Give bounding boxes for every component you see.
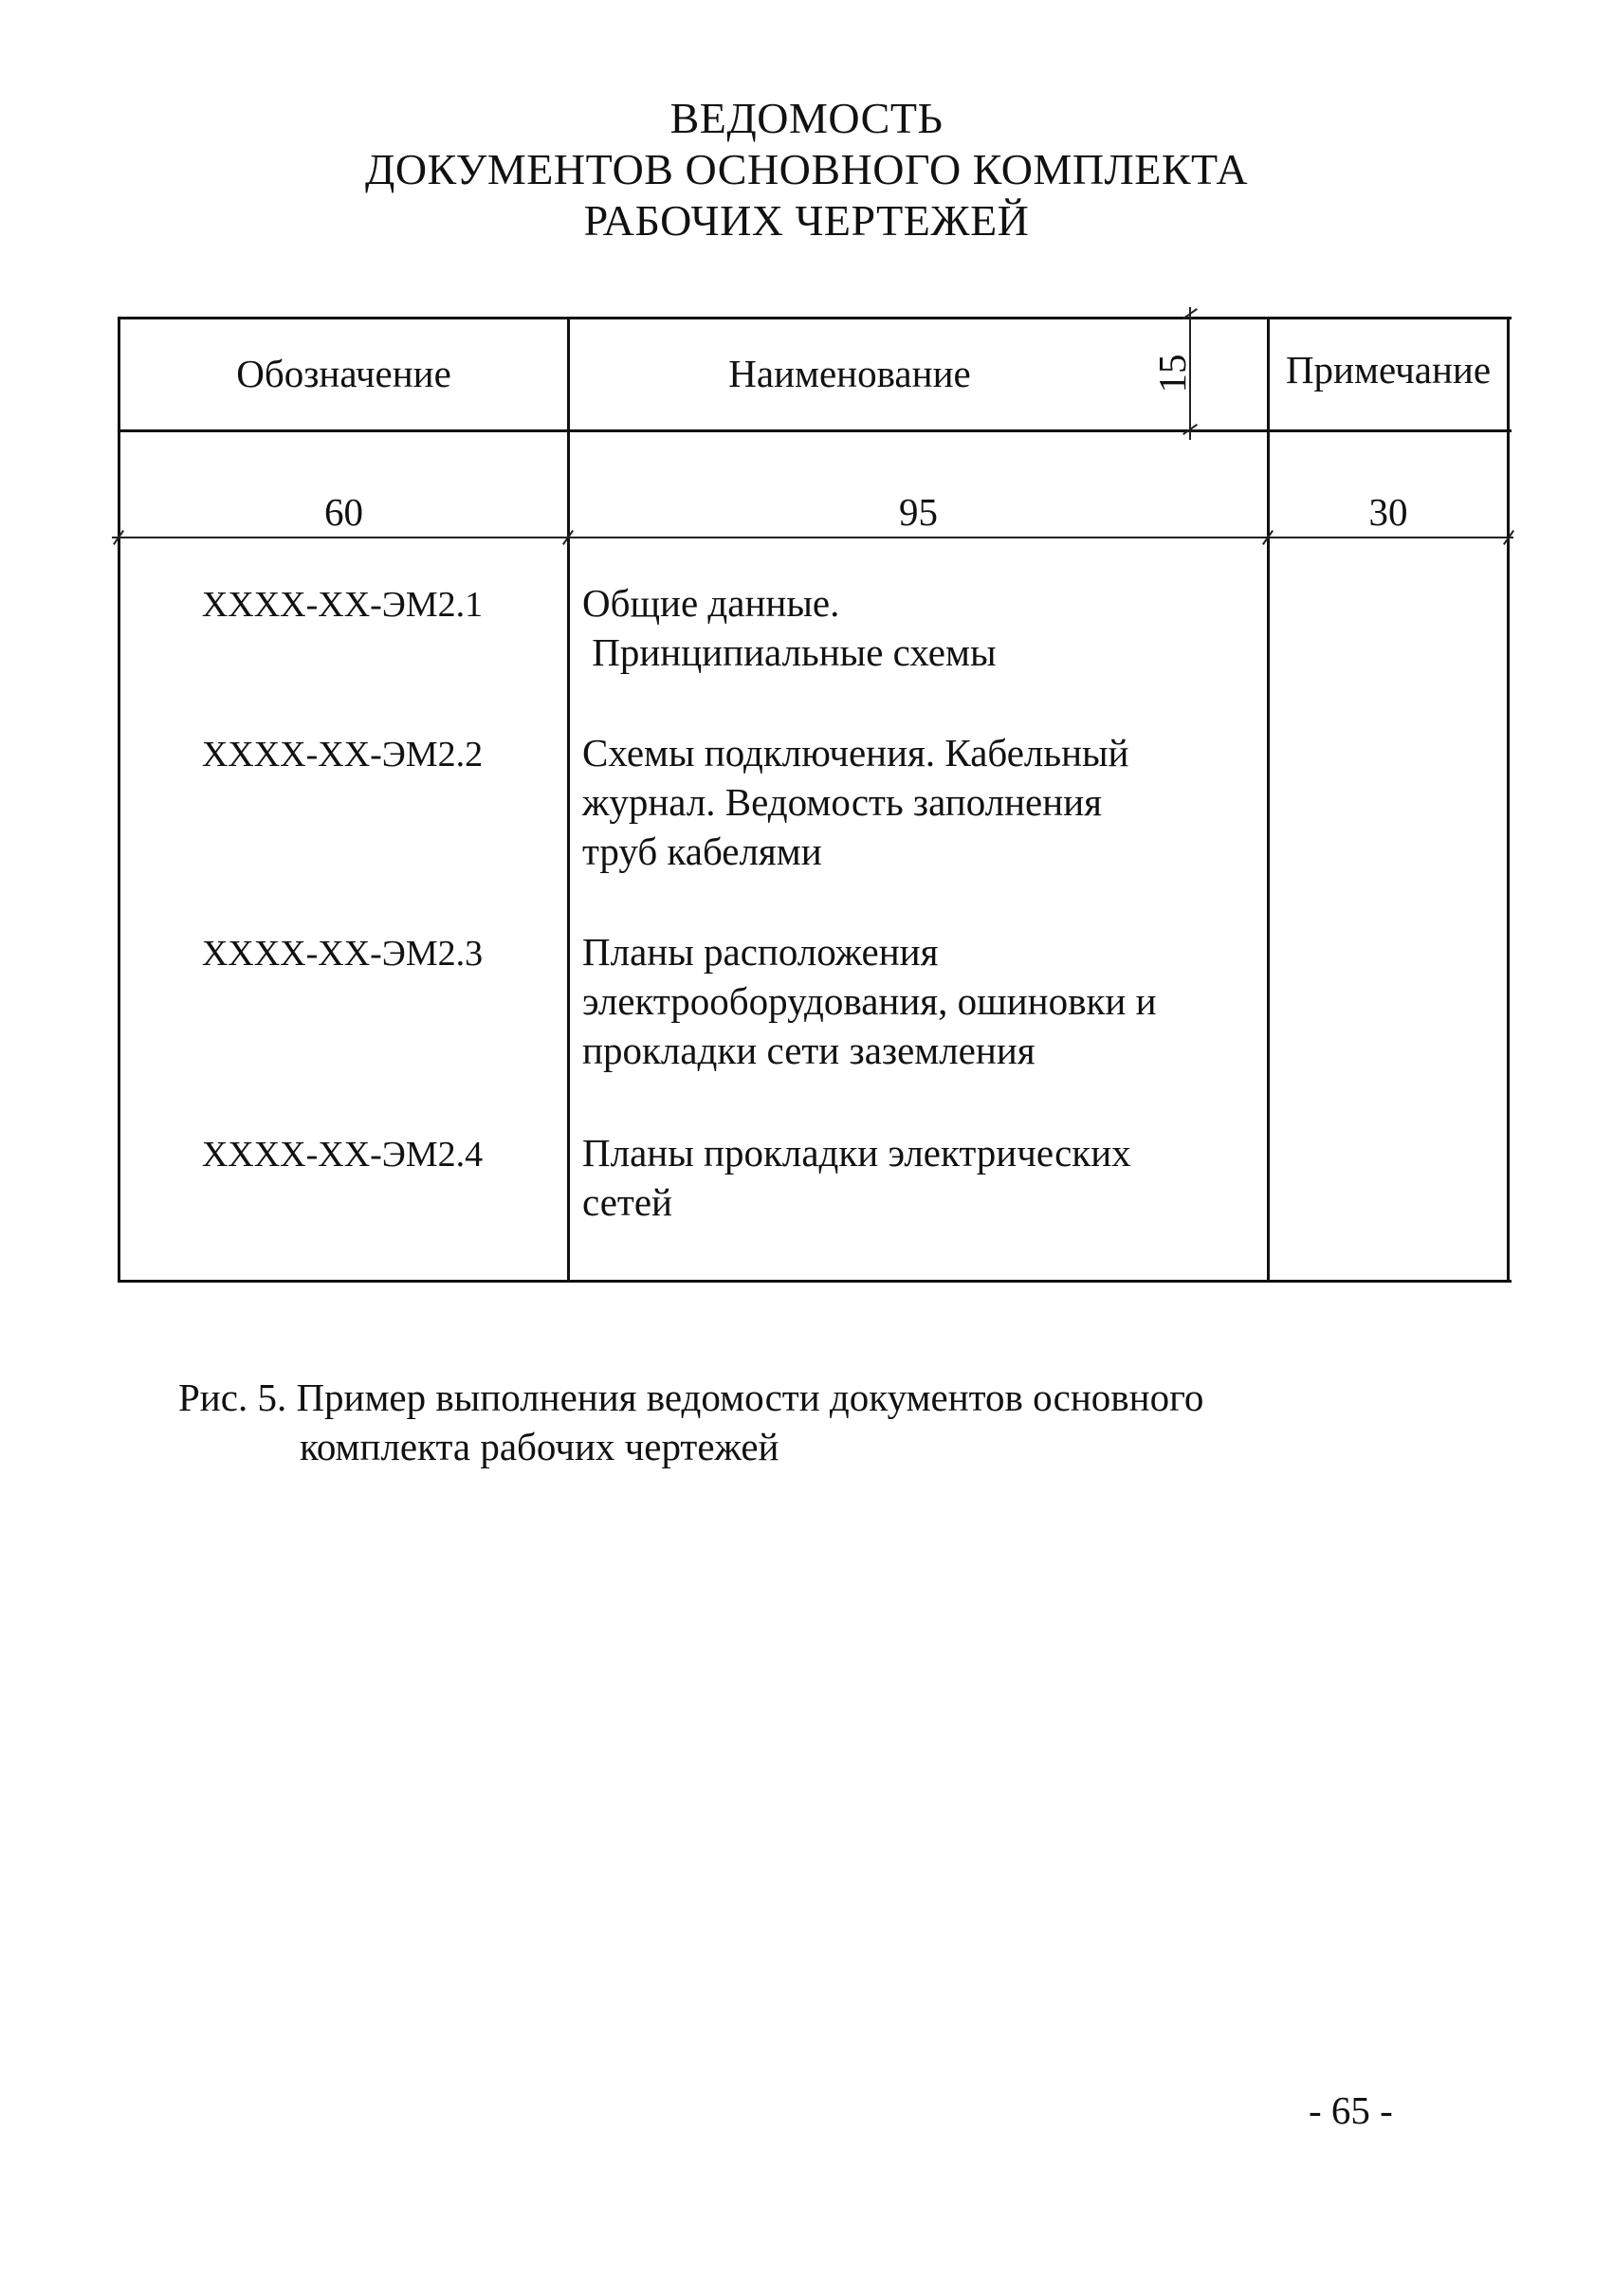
caption-line-1: Рис. 5. Пример выполнения ведомости документов основного xyxy=(178,1376,1204,1419)
row-2-name-line-1: Схемы подключения. Кабельный xyxy=(582,731,1129,774)
row-3-name-line-2: электрооборудования, ошиновки и xyxy=(582,979,1157,1023)
table-top-border xyxy=(118,317,1512,319)
table-right-border xyxy=(1507,317,1510,1283)
document-title xyxy=(0,93,1613,246)
header-name: Наименование xyxy=(728,352,971,395)
row-2-name-line-2: журнал. Ведомость заполнения xyxy=(582,780,1102,824)
row-4-name-line-2: сетей xyxy=(582,1180,672,1224)
row-2-code: XXXX-XX-ЭМ2.2 xyxy=(201,735,484,774)
page-number: - 65 - xyxy=(1309,2088,1393,2132)
row-1-name-line-1: Общие данные. xyxy=(582,581,840,625)
row-2-name-line-3: труб кабелями xyxy=(582,829,822,873)
header-bottom-border xyxy=(118,429,1512,432)
row-3-code: XXXX-XX-ЭМ2.3 xyxy=(201,934,484,974)
column-width-dimension-line xyxy=(112,537,1513,538)
row-4-code: XXXX-XX-ЭМ2.4 xyxy=(201,1135,484,1175)
header-designation: Обозначение xyxy=(236,352,451,395)
row-3-name-line-1: Планы расположения xyxy=(582,930,939,974)
column-divider-2 xyxy=(1267,317,1270,1283)
row-1-code: XXXX-XX-ЭМ2.1 xyxy=(201,585,484,625)
figure-caption xyxy=(178,1373,1203,1471)
col3-width-label: 30 xyxy=(1368,490,1408,534)
row-4-name-line-1: Планы прокладки электрических xyxy=(582,1131,1131,1175)
table-bottom-border xyxy=(118,1280,1512,1283)
title-line-2: ДОКУМЕНТОВ ОСНОВНОГО КОМПЛЕКТА xyxy=(364,145,1249,193)
col1-width-label: 60 xyxy=(324,490,363,534)
row-1-name-line-2: Принципиальные схемы xyxy=(582,630,997,674)
row-3-name-line-3: прокладки сети заземления xyxy=(582,1029,1036,1072)
column-divider-1 xyxy=(567,317,570,1283)
header-note: Примечание xyxy=(1285,348,1492,392)
col2-width-label: 95 xyxy=(899,490,938,534)
header-height-label: 15 xyxy=(1150,354,1194,393)
title-line-1: ВЕДОМОСТЬ xyxy=(669,94,944,142)
caption-line-2: комплекта рабочих чертежей xyxy=(300,1425,779,1468)
title-line-3: РАБОЧИХ ЧЕРТЕЖЕЙ xyxy=(583,196,1030,245)
